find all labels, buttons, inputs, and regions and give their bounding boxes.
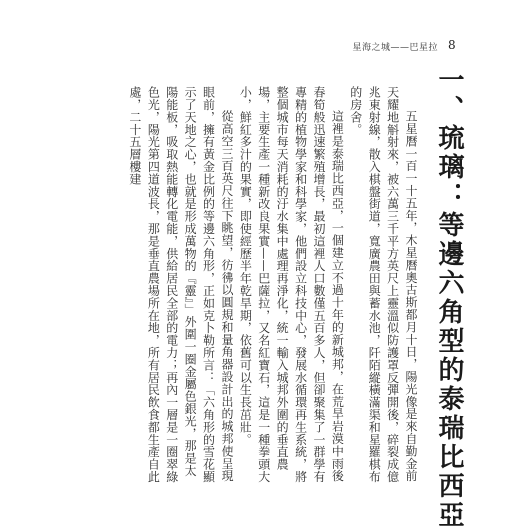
body-text xyxy=(50,86,420,486)
paragraph: 五星曆一百一十五年，木星曆奧古斯都月十日，陽光像是來自勤金前天耀地斛射來，被六萬三千平方英尺上靈溫似防護罩反彈開後，碎裂成億兆東射線，散入棋盤街道，寬廣農田與蓄水池，阡陌縱橫滿渠和星羅棋布的房舍。 xyxy=(348,86,418,483)
running-head: 星海之城——巴星拉 xyxy=(352,43,438,53)
page-number: 8 xyxy=(448,38,456,52)
paragraph: 這裡是泰瑞比西亞，一個建立不過十年的新城邦，在荒旱岩漠中雨後春筍般迅速繁殖增長，最初這裡人口數僅五百多人，但卻聚集了一群學有專精的植物學家和科學家，他們設立科技中心，發展水循環再生系統，將整個城市每天消耗的汙水集中處理再淨化，統一輸入城邦外圍的垂直農場，主要生產一種新改良果實——巴薩拉，又名紅寶石，這是一種拳頭大小，鮮紅多汁的果實，即使經歷半年乾旱期，依舊可以生長茁壯。 xyxy=(238,86,345,483)
paragraph: 從高空三百英尺往下眺望，彷彿以圓規和量角器設計出的城邦使呈現眼前，擁有黃金比例的等邊六角形，正如克卜勒所言：「六角形的雪花顯示了天地之心，也就是形成萬物的『靈』」外圍一圈金屬色銀光，那是太陽能板，吸取熱能轉化電能，供給居民全部的電力；再內一層是一圈翠綠色光，陽光第四道波長，那是垂直農場所在地，所有居民飲食都生產自此處，二十五層樓建 xyxy=(127,86,234,483)
chapter-title: 一、琉璃：等邊六角型的泰瑞比西亞 xyxy=(434,66,464,530)
